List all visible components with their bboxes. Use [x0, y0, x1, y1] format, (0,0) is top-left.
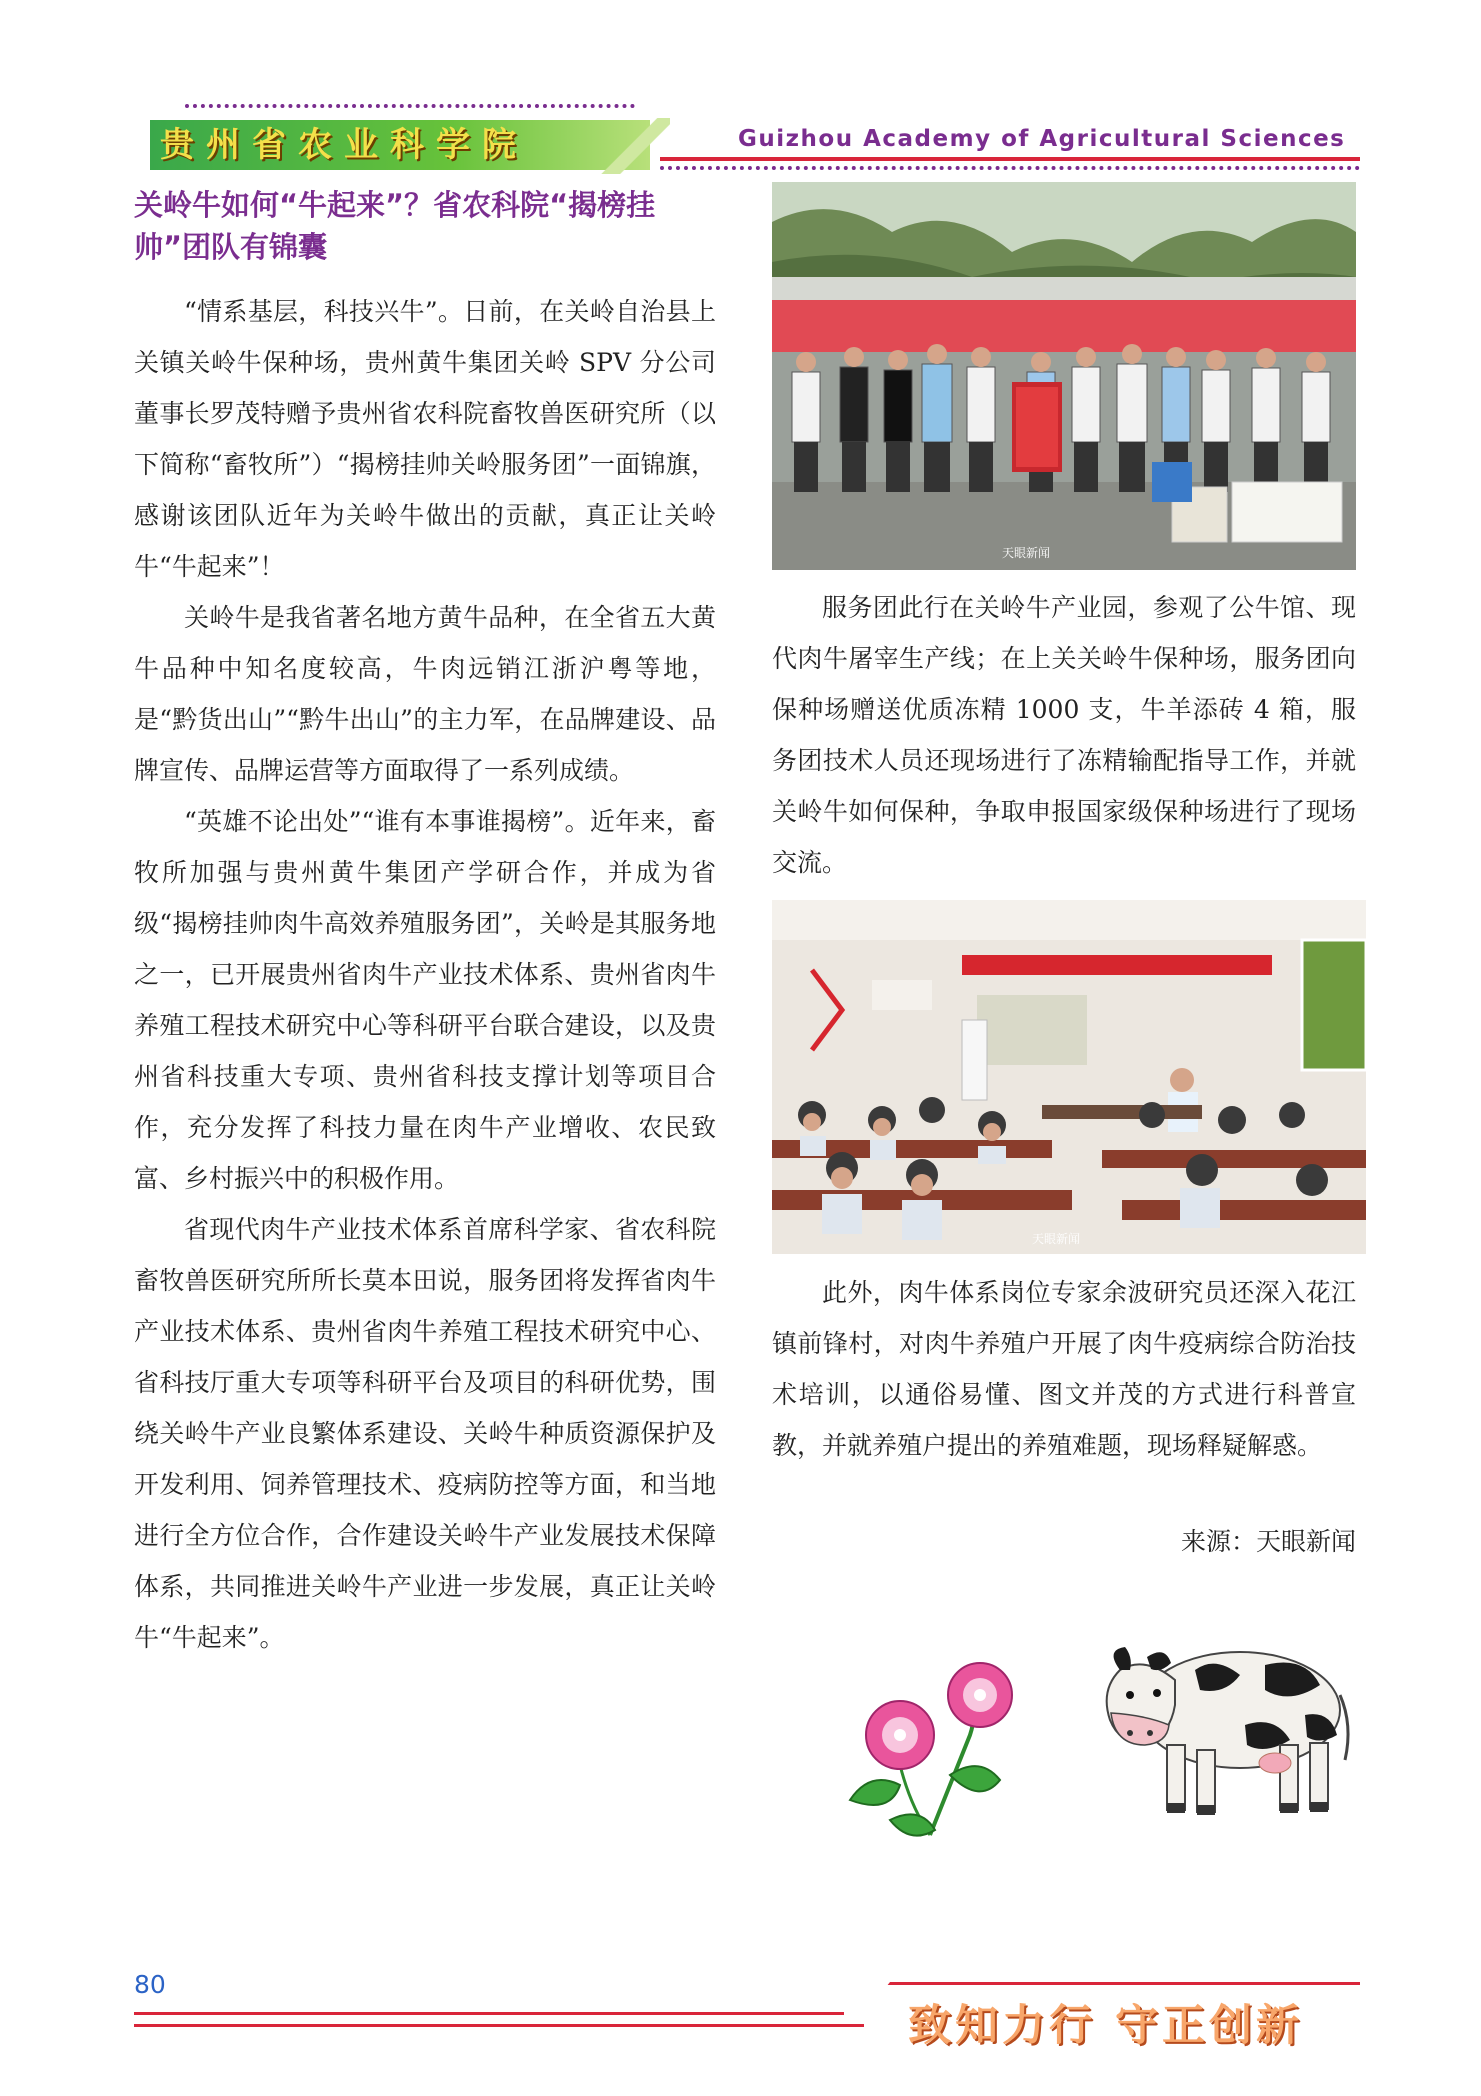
footer-slogan: 致知力行 守正创新 — [908, 2001, 1303, 2051]
header-red-rule — [660, 157, 1360, 161]
article-left-column — [134, 286, 716, 1663]
photo1-watermark: 天眼新闻 — [1002, 546, 1051, 560]
paragraph-1: “情系基层，科技兴牛”。日前，在关岭自治县上关镇关岭牛保种场，贵州黄牛集团关岭 SPV 分公司董事长罗茂特赠予贵州省农科院畜牧兽医研究所（以下简称“畜牧所”）“揭榜挂帅关岭服务团”一面锦旗，感谢该团队近年为关岭牛做出的贡献，真正让关岭牛“牛起来”！ — [134, 297, 716, 581]
footer-red-rule-2 — [134, 2024, 864, 2027]
paragraph-6: 此外，肉牛体系岗位专家余波研究员还深入花江镇前锋村，对肉牛养殖户开展了肉牛疫病综合防治技术培训，以通俗易懂、图文并茂的方式进行科普宣教，并就养殖户提出的养殖难题，现场释疑解惑。 — [772, 1278, 1356, 1460]
paragraph-4: 省现代肉牛产业技术体系首席科学家、省农科院畜牧兽医研究所所长莫本田说，服务团将发挥省肉牛产业技术体系、贵州省肉牛养殖工程技术研究中心、省科技厅重大专项等科研平台及项目的科研优势，围绕关岭牛产业良繁体系建设、关岭牛种质资源保护及开发利用、饲养管理技术、疫病防控等方面，和当地进行全方位合作，合作建设关岭牛产业发展技术保障体系，共同推进关岭牛产业进一步发展，真正让关岭牛“牛起来”。 — [134, 1215, 716, 1652]
footer-red-rule — [134, 2012, 844, 2015]
header-title-cn: 贵州省农业科学院 — [160, 125, 528, 165]
article-right-column-bottom — [772, 1267, 1356, 1471]
flower-icon — [830, 1655, 1030, 1845]
photo-training-session — [772, 900, 1366, 1254]
page-number: 80 — [134, 1970, 166, 1999]
header-dotted-rule — [185, 104, 635, 108]
photo-banner-presentation — [772, 182, 1356, 570]
article-title: 关岭牛如何“牛起来”？省农科院“揭榜挂帅”团队有锦囊 — [134, 188, 656, 264]
paragraph-2: 关岭牛是我省著名地方黄牛品种，在全省五大黄牛品种中知名度较高，牛肉远销江浙沪粤等地，是“黔货出山”“黔牛出山”的主力军，在品牌建设、品牌宣传、品牌运营等方面取得了一系列成绩。 — [134, 603, 716, 785]
article-source: 来源：天眼新闻 — [1180, 1527, 1356, 1556]
header-title-en: Guizhou Academy of Agricultural Sciences — [738, 126, 1346, 152]
header-dotted-rule-right — [660, 166, 1360, 170]
cow-icon — [1075, 1595, 1355, 1825]
paragraph-5: 服务团此行在关岭牛产业园，参观了公牛馆、现代肉牛屠宰生产线；在上关关岭牛保种场，服务团向保种场赠送优质冻精 1000 支，牛羊添砖 4 箱，服务团技术人员还现场进行了冻精输配指导工作，并就关岭牛如何保种，争取申报国家级保种场进行了现场交流。 — [772, 593, 1356, 877]
photo-training-illustration — [772, 900, 1366, 1254]
photo-banner-illustration — [772, 182, 1356, 570]
paragraph-3: “英雄不论出处”“谁有本事谁揭榜”。近年来，畜牧所加强与贵州黄牛集团产学研合作，并成为省级“揭榜挂帅肉牛高效养殖服务团”，关岭是其服务地之一，已开展贵州省肉牛产业技术体系、贵州省肉牛养殖工程技术研究中心等科研平台联合建设，以及贵州省科技重大专项、贵州省科技支撑计划等项目合作，充分发挥了科技力量在肉牛产业增收、农民致富、乡村振兴中的积极作用。 — [134, 807, 716, 1193]
article-right-column-top — [772, 582, 1356, 888]
photo2-watermark: 天眼新闻 — [1032, 1232, 1081, 1246]
